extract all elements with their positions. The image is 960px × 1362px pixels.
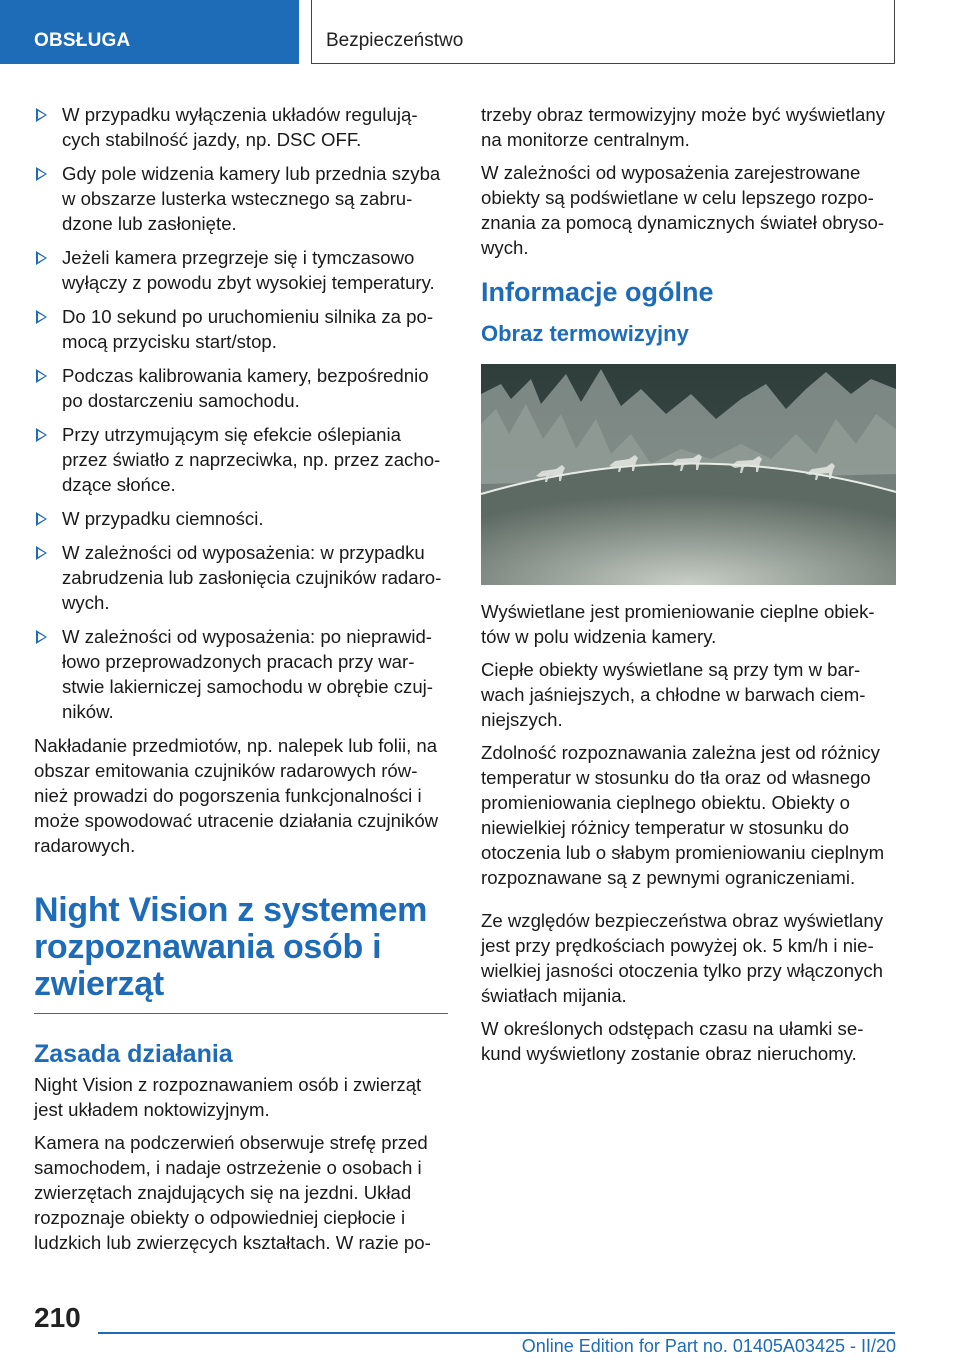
list-item: W przypadku wyłączenia układów regulują-cych stabilność jazdy, np. DSC OFF. — [34, 102, 448, 152]
list-item: Podczas kalibrowania kamery, bezpośrednio po dostarczeniu samochodu. — [34, 363, 448, 413]
safety-paragraph: Ze względów bezpieczeństwa obraz wyświetlany jest przy prędkościach powyżej ok. 5 km/h i nie-wielkiej jasności otoczenia tylko przy włączonych światłach mijania. — [481, 910, 884, 1006]
footer-edition: Online Edition for Part no. 01405A03425 - II/20 — [521, 1336, 896, 1356]
section-title: OBSŁUGA — [34, 30, 131, 51]
continuation-paragraph: W zależności od wyposażenia zarejestrowane obiekty są podświetlane w celu lepszego rozpo-znania za pomocą dynamicznych świateł obryso-wych. — [481, 162, 885, 258]
page-number: 210 — [34, 1302, 81, 1333]
triangle-bullet-icon — [36, 251, 47, 265]
safety-paragraph: W określonych odstępach czasu na ułamki se-kund wyświetlony zostanie obraz nieruchomy. — [481, 1018, 864, 1064]
thermal-paragraph: Ciepłe obiekty wyświetlane są przy tym w bar-wach jaśniejszych, a chłodne w barwach ciem-niejszych. — [481, 659, 866, 730]
principle-heading: Zasada działania — [34, 1040, 233, 1068]
right-column — [481, 102, 896, 1074]
list-item: Przy utrzymującym się efekcie oślepiania przez światło z naprzeciwka, np. przez zacho-dzące słońce. — [34, 422, 448, 497]
list-item: Do 10 sekund po uruchomieniu silnika za po-mocą przycisku start/stop. — [34, 304, 448, 354]
thermal-camera-illustration — [481, 364, 896, 585]
chapter-title: Bezpieczeństwo — [326, 30, 464, 51]
chapter-tab — [311, 0, 895, 64]
triangle-bullet-icon — [36, 630, 47, 644]
section-tab — [0, 0, 299, 64]
main-heading: Night Vision z systemem rozpoznawania osób i zwierząt — [34, 892, 448, 1014]
sticker-note: Nakładanie przedmiotów, np. nalepek lub folii, na obszar emitowania czujników radarowych rów-nież prowadzi do pogorszenia funkcjonalności i może spowodować utracenie działania czujników radarowych. — [34, 735, 439, 856]
condition-list — [34, 102, 448, 724]
triangle-bullet-icon — [36, 512, 47, 526]
list-item: W przypadku ciemności. — [34, 506, 448, 531]
triangle-bullet-icon — [36, 167, 47, 181]
left-column — [34, 102, 448, 1263]
footer-divider — [98, 1332, 895, 1334]
list-item: Jeżeli kamera przegrzeje się i tymczasowo wyłączy z powodu zbyt wysokiej temperatury. — [34, 245, 448, 295]
principle-paragraph: Night Vision z rozpoznawaniem osób i zwierząt jest układem noktowizyjnym. — [34, 1074, 422, 1120]
list-item: Gdy pole widzenia kamery lub przednia szyba w obszarze lusterka wstecznego są zabru-dzone lub zasłonięte. — [34, 161, 448, 236]
triangle-bullet-icon — [36, 310, 47, 324]
triangle-bullet-icon — [36, 546, 47, 560]
list-item: W zależności od wyposażenia: w przypadku zabrudzenia lub zasłonięcia czujników radaro-wych. — [34, 540, 448, 615]
list-item: W zależności od wyposażenia: po nieprawid-łowo przeprowadzonych pracach przy war-stwie lakierniczej samochodu w obrębie czuj-ników. — [34, 624, 448, 724]
triangle-bullet-icon — [36, 428, 47, 442]
thermal-paragraph: Zdolność rozpoznawania zależna jest od różnicy temperatur w stosunku do tła oraz od własnego promieniowania cieplnego obiektu. Obiekty o niewielkiej różnicy temperatur w stosunku do otoczenia lub o słabym promieniowaniu cieplnym rozpoznawane są z pewnymi ograniczeniami. — [481, 742, 885, 888]
triangle-bullet-icon — [36, 108, 47, 122]
continuation-paragraph: trzeby obraz termowizyjny może być wyświetlany na monitorze centralnym. — [481, 104, 886, 150]
thermal-paragraph: Wyświetlane jest promieniowanie cieplne obiek-tów w polu widzenia kamery. — [481, 601, 875, 647]
thermal-image-heading: Obraz termowizyjny — [481, 321, 689, 346]
principle-paragraph: Kamera na podczerwień obserwuje strefę przed samochodem, i nadaje ostrzeżenie o osobach i zwierzętach znajdujących się na jezdni. Układ rozpoznaje obiekty o odpowiedniej ciepłocie i ludzkich lub zwierzęcych kształtach. W razie po- — [34, 1132, 431, 1253]
general-info-heading: Informacje ogólne — [481, 277, 714, 307]
triangle-bullet-icon — [36, 369, 47, 383]
